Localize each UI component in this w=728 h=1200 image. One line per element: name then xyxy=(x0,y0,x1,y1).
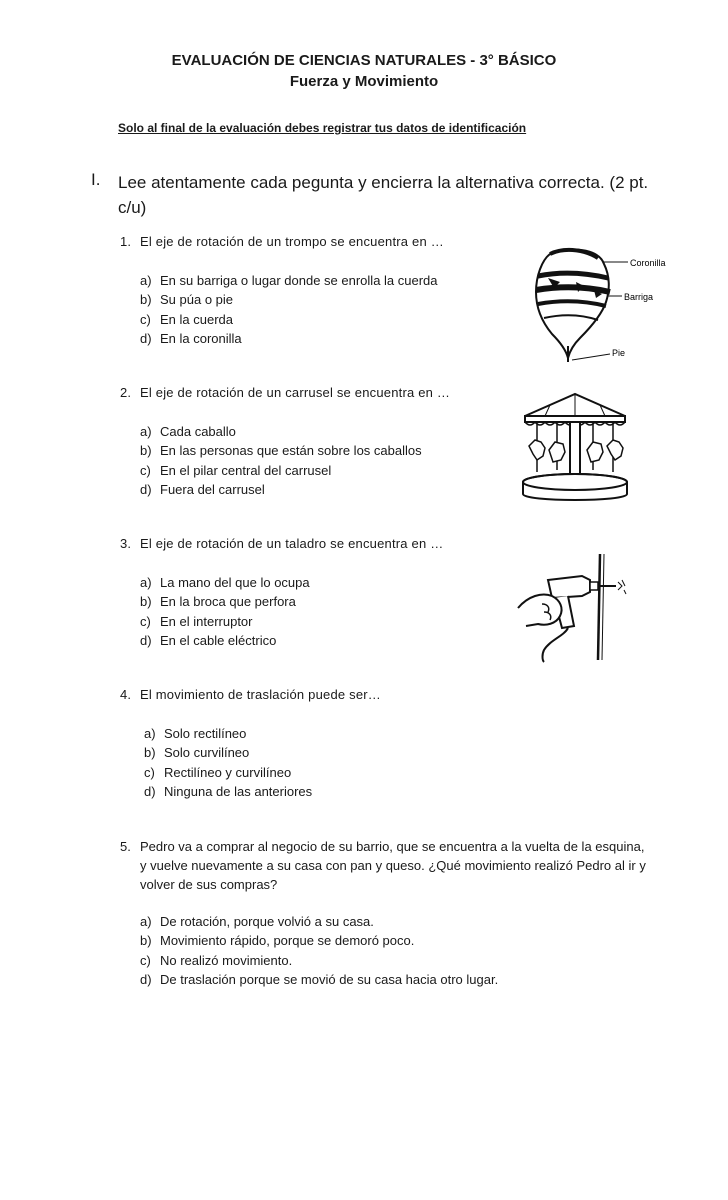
question-5 xyxy=(120,837,650,894)
option-d[interactable]: d) De traslación porque se movió de su casa hacia otro lugar. xyxy=(140,971,499,987)
question-number: 3. xyxy=(120,536,132,551)
question-1 xyxy=(120,234,444,249)
question-4 xyxy=(120,687,381,702)
option-b[interactable]: b) Su púa o pie xyxy=(140,292,234,308)
question-text: El eje de rotación de un taladro se encuentra en … xyxy=(140,536,444,551)
option-a[interactable]: a) De rotación, porque volvió a su casa. xyxy=(140,914,374,929)
question-4-options xyxy=(144,724,312,801)
question-text: Pedro va a comprar al negocio de su barrio, que se encuentra a la vuelta de la esquina, y vuelve nuevamente a su casa con pan y queso. ¿Qué movimiento realizó Pedro al ir y volver de sus compras? xyxy=(140,839,646,892)
option-b[interactable]: b) Movimiento rápido, porque se demoró poco. xyxy=(140,933,415,949)
question-number: 4. xyxy=(120,687,132,702)
question-number: 1. xyxy=(120,234,132,249)
question-text: El movimiento de traslación puede ser… xyxy=(140,687,381,702)
option-c[interactable]: c) En el pilar central del carrusel xyxy=(140,462,332,478)
option-c[interactable]: c) Rectilíneo y curvilíneo xyxy=(144,764,292,780)
option-d[interactable]: d) Ninguna de las anteriores xyxy=(144,783,313,799)
option-a[interactable]: a) Solo rectilíneo xyxy=(144,726,247,741)
spinning-top-illustration xyxy=(520,242,680,374)
question-5-options xyxy=(140,912,498,989)
option-a[interactable]: a) En su barriga o lugar donde se enrolla la cuerda xyxy=(140,273,438,288)
option-d[interactable]: d) Fuera del carrusel xyxy=(140,481,265,497)
question-2 xyxy=(120,385,450,400)
option-a[interactable]: a) Cada caballo xyxy=(140,424,236,439)
option-b[interactable]: b) En la broca que perfora xyxy=(140,594,296,610)
page-subtitle: Fuerza y Movimiento xyxy=(289,73,439,90)
option-d[interactable]: d) En el cable eléctrico xyxy=(140,632,277,648)
question-text: El eje de rotación de un carrusel se encuentra en … xyxy=(140,385,451,400)
label-coronilla: Coronilla xyxy=(630,258,666,268)
drill-illustration xyxy=(512,552,634,664)
page-title: EVALUACIÓN DE CIENCIAS NATURALES - 3° BÁSICO xyxy=(171,52,557,69)
question-3-options xyxy=(140,573,310,650)
question-text: El eje de rotación de un trompo se encuentra en … xyxy=(140,234,444,249)
section-number: I. xyxy=(91,170,101,189)
option-b[interactable]: b) Solo curvilíneo xyxy=(144,745,250,761)
question-number: 5. xyxy=(120,839,131,854)
section-instruction: Lee atentamente cada pegunta y encierra la alternativa correcta. (2 pt. c/u) xyxy=(118,173,649,217)
question-3 xyxy=(120,536,443,551)
label-barriga: Barriga xyxy=(624,292,654,302)
option-c[interactable]: c) En la cuerda xyxy=(140,311,233,327)
option-c[interactable]: c) No realizó movimiento. xyxy=(140,952,293,968)
option-c[interactable]: c) En el interruptor xyxy=(140,613,253,629)
label-pie: Pie xyxy=(612,348,626,358)
question-number: 2. xyxy=(120,385,132,400)
identification-note: Solo al final de la evaluación debes registrar tus datos de identificación xyxy=(118,121,527,135)
option-d[interactable]: d) En la coronilla xyxy=(140,330,242,346)
option-a[interactable]: a) La mano del que lo ocupa xyxy=(140,575,310,590)
question-2-options xyxy=(140,422,422,499)
carousel-illustration xyxy=(515,390,635,508)
question-1-options xyxy=(140,271,438,348)
option-b[interactable]: b) En las personas que están sobre los caballos xyxy=(140,443,422,459)
